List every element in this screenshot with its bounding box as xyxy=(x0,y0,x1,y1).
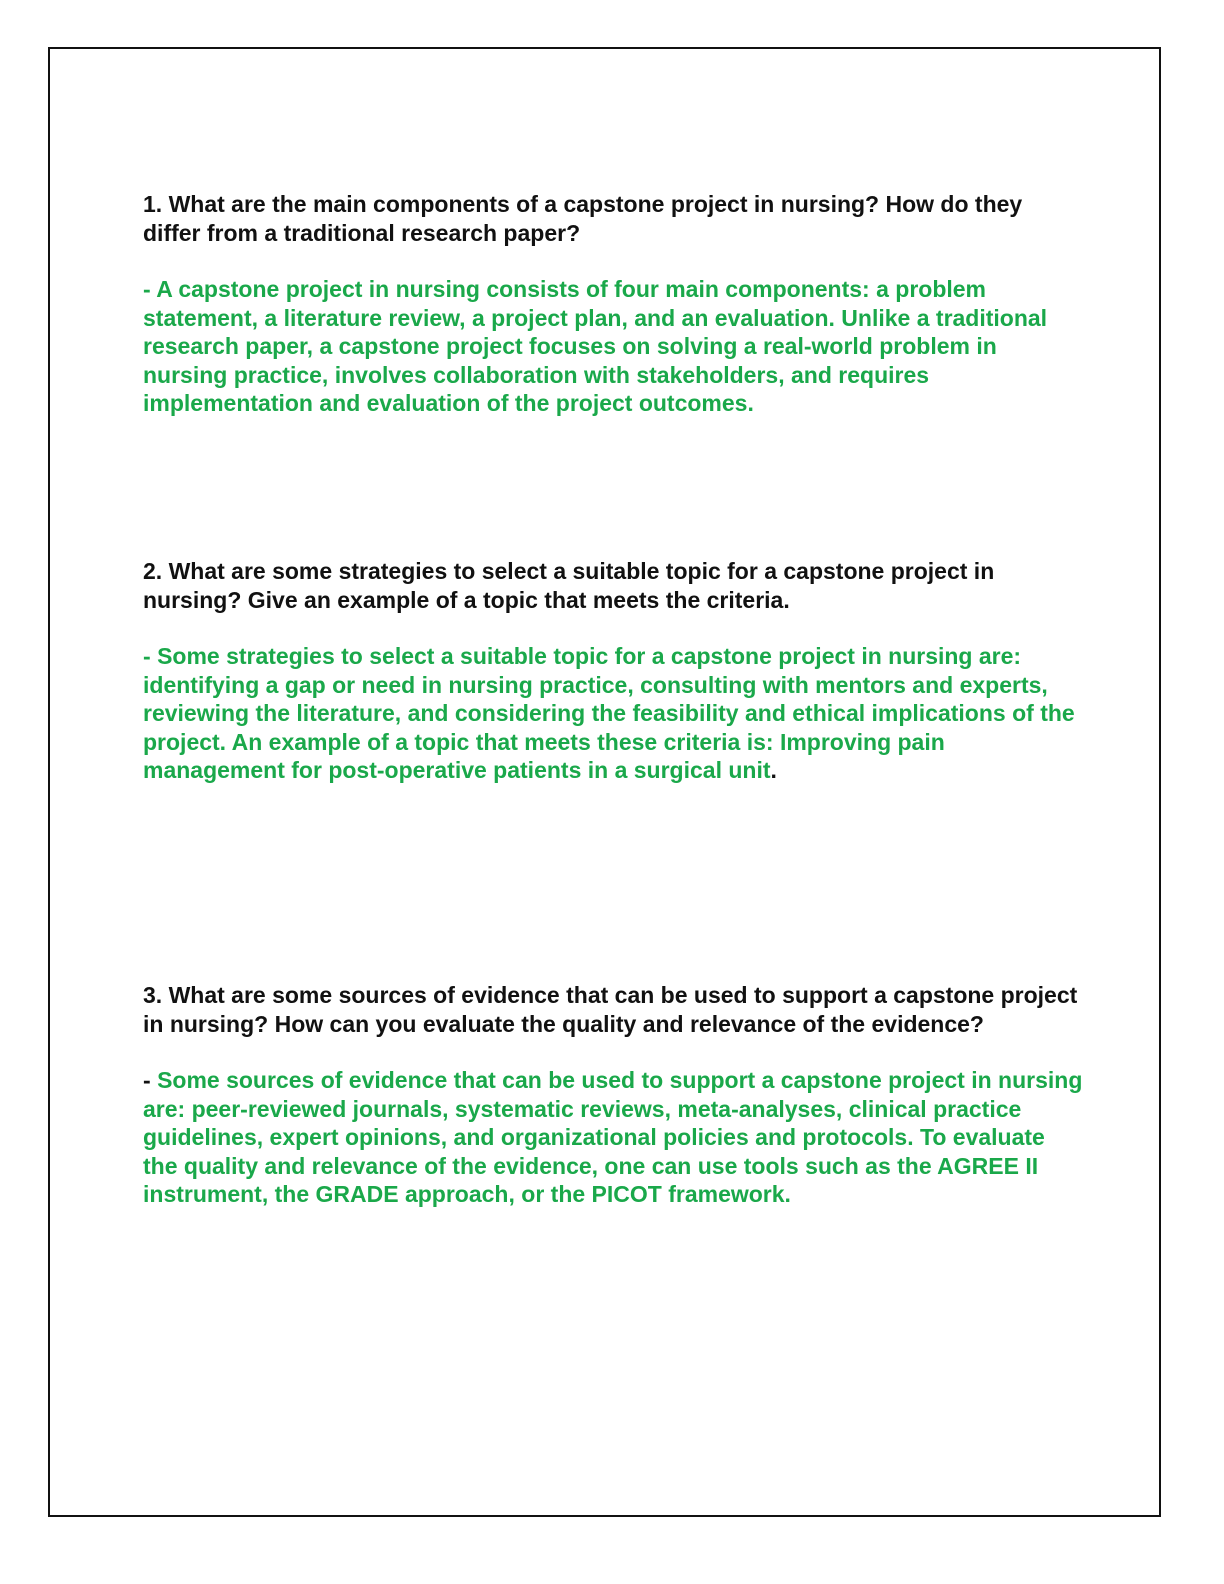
answer-2 xyxy=(143,642,1083,785)
answer-2-text: Some strategies to select a suitable topic for a capstone project in nursing are: identifying a gap or need in nursing practice, consulting with mentors and experts, reviewing the literature, and considering the feasibility and ethical implications of the project. An example of a topic that meets these criteria is: Improving pain management for post-operative patients in a surgical unit xyxy=(143,643,1075,783)
answer-1-dash: - xyxy=(143,276,157,302)
qa-item-1 xyxy=(143,190,1083,418)
question-1: 1. What are the main components of a capstone project in nursing? How do they differ from a traditional research paper? xyxy=(143,191,1023,246)
answer-2-suffix: . xyxy=(770,757,777,783)
qa-item-2 xyxy=(143,557,1083,785)
question-3: 3. What are some sources of evidence that can be used to support a capstone project in nursing? How can you evaluate the quality and relevance of the evidence? xyxy=(143,982,1078,1037)
answer-1 xyxy=(143,275,1083,418)
answer-3-text: Some sources of evidence that can be used to support a capstone project in nursing are: peer-reviewed journals, systematic reviews, meta-analyses, clinical practice guidelines, expert opinions, and organizational policies and protocols. To evaluate the quality and relevance of the evidence, one can use tools such as the AGREE II instrument, the GRADE approach, or the PICOT framework. xyxy=(143,1067,1083,1207)
qa-item-3 xyxy=(143,981,1083,1209)
answer-1-text: A capstone project in nursing consists of four main components: a problem statement, a literature review, a project plan, and an evaluation. Unlike a traditional research paper, a capstone project focuses on solving a real-world problem in nursing practice, involves collaboration with stakeholders, and requires implementation and evaluation of the project outcomes. xyxy=(143,276,1048,416)
answer-3 xyxy=(143,1066,1083,1209)
question-2: 2. What are some strategies to select a suitable topic for a capstone project in nursing? Give an example of a topic that meets the criteria. xyxy=(143,558,995,613)
answer-2-dash: - xyxy=(143,643,158,669)
answer-3-dash: - xyxy=(143,1067,158,1093)
